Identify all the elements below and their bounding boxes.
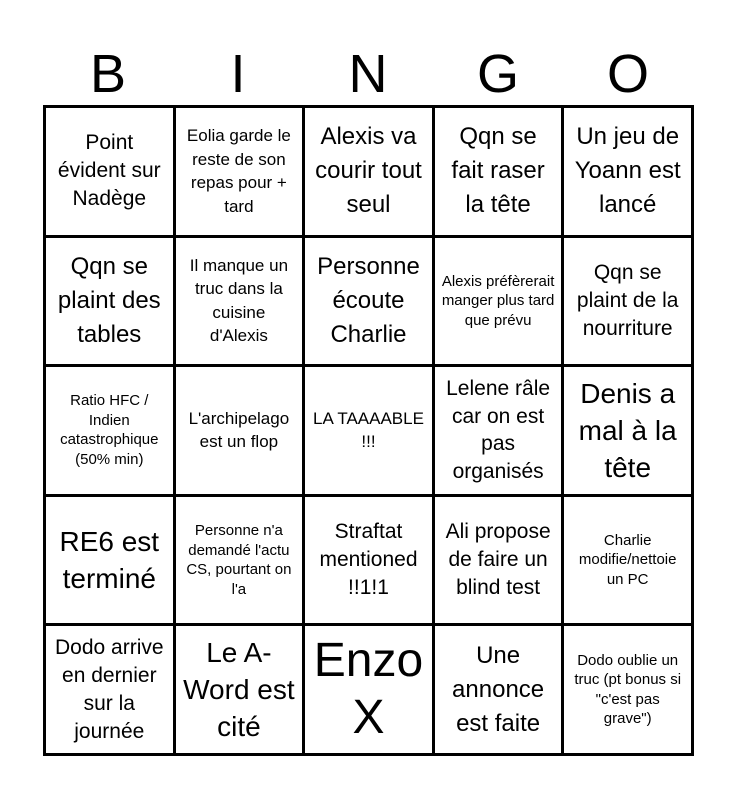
bingo-cell-r1-c3[interactable]: Alexis va courir tout seul <box>305 108 432 235</box>
bingo-cell-r1-c2[interactable]: Eolia garde le reste de son repas pour + tard <box>176 108 303 235</box>
bingo-cell-r3-c5[interactable]: Denis a mal à la tête <box>564 367 691 494</box>
header-letter-i: I <box>230 44 246 104</box>
bingo-header <box>43 42 694 106</box>
bingo-cell-r3-c2[interactable]: L'archipelago est un flop <box>176 367 303 494</box>
bingo-cell-r5-c1[interactable]: Dodo arrive en dernier sur la journée <box>46 626 173 753</box>
bingo-cell-r3-c3[interactable]: LA TAAAABLE !!! <box>305 367 432 494</box>
bingo-cell-r4-c2[interactable]: Personne n'a demandé l'actu CS, pourtant on l'a <box>176 497 303 624</box>
bingo-cell-r4-c4[interactable]: Ali propose de faire un blind test <box>435 497 562 624</box>
bingo-cell-r1-c1[interactable]: Point évident sur Nadège <box>46 108 173 235</box>
bingo-cell-r2-c3[interactable]: Personne écoute Charlie <box>305 238 432 365</box>
bingo-cell-r4-c3[interactable]: Straftat mentioned !!1!1 <box>305 497 432 624</box>
bingo-cell-r4-c1[interactable]: RE6 est terminé <box>46 497 173 624</box>
bingo-cell-r5-c3[interactable]: Enzo X <box>305 626 432 753</box>
bingo-cell-r2-c2[interactable]: Il manque un truc dans la cuisine d'Alexis <box>176 238 303 365</box>
header-letter-b: B <box>89 44 127 104</box>
bingo-cell-r1-c4[interactable]: Qqn se fait raser la tête <box>435 108 562 235</box>
bingo-cell-r3-c4[interactable]: Lelene râle car on est pas organisés <box>435 367 562 494</box>
header-letter-n: N <box>348 44 388 104</box>
bingo-cell-r5-c5[interactable]: Dodo oublie un truc (pt bonus si "c'est pas grave") <box>564 626 691 753</box>
bingo-cell-r2-c1[interactable]: Qqn se plaint des tables <box>46 238 173 365</box>
bingo-cell-r5-c4[interactable]: Une annonce est faite <box>435 626 562 753</box>
bingo-cell-r1-c5[interactable]: Un jeu de Yoann est lancé <box>564 108 691 235</box>
bingo-cell-r4-c5[interactable]: Charlie modifie/nettoie un PC <box>564 497 691 624</box>
bingo-cell-r2-c4[interactable]: Alexis préfèrerait manger plus tard que prévu <box>435 238 562 365</box>
bingo-cell-r5-c2[interactable]: Le A-Word est cité <box>176 626 303 753</box>
header-letter-o: O <box>606 44 649 104</box>
header-letter-g: G <box>476 44 519 104</box>
bingo-cell-r3-c1[interactable]: Ratio HFC / Indien catastrophique (50% min) <box>46 367 173 494</box>
bingo-cell-r2-c5[interactable]: Qqn se plaint de la nourriture <box>564 238 691 365</box>
bingo-grid <box>43 105 694 756</box>
